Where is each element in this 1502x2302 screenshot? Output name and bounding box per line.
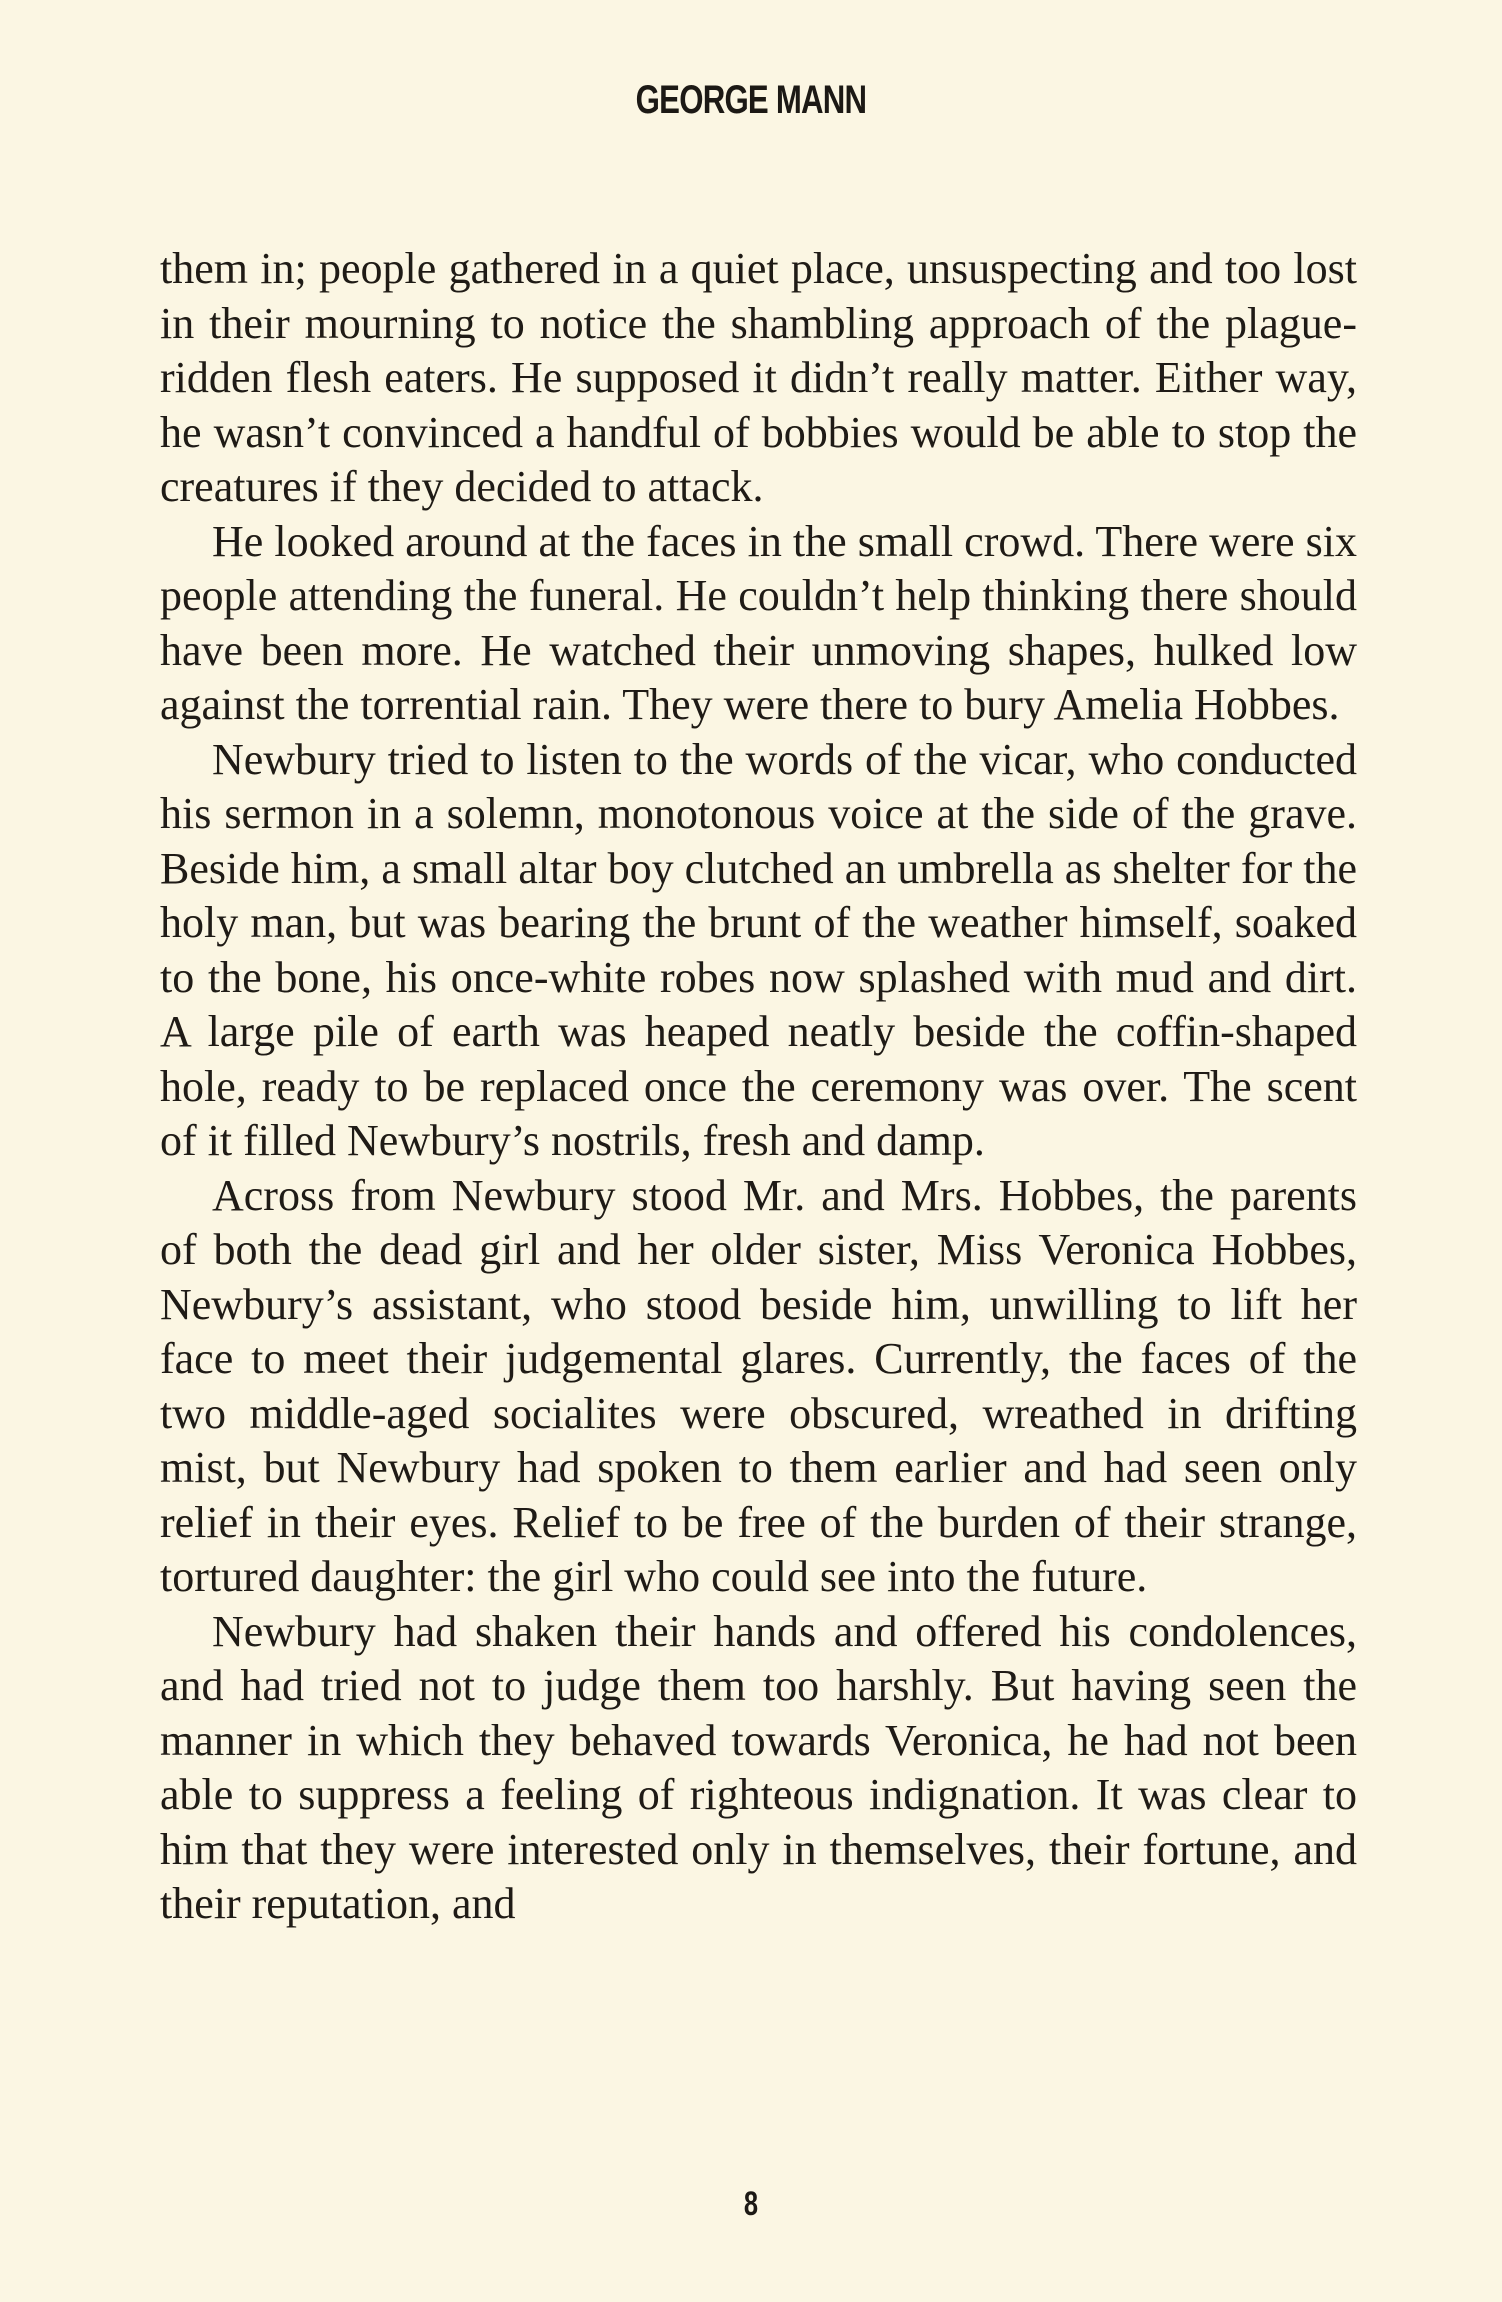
paragraph: them in; people gathered in a quiet place, unsuspecting and too lost in their mourning to notice the shambling approach of the plague-ridden flesh eaters. He supposed it didn’t really matter. Either way, he wasn’t convinced a handful of bobbies would be able to stop the creatures if they decided to attack. — [160, 244, 1357, 511]
paragraph: Across from Newbury stood Mr. and Mrs. Hobbes, the parents of both the dead girl and her older sister, Miss Veronica Hobbes, Newbury’s assistant, who stood beside him, unwilling to lift her face to meet their judgemental glares. Currently, the faces of the two middle-aged socialites were obscured, wreathed in drifting mist, but Newbury had spoken to them earlier and had seen only relief in their eyes. Relief to be free of the burden of their strange, tortured daughter: the girl who could see into the future. — [160, 1170, 1357, 1601]
paragraph: Newbury tried to listen to the words of the vicar, who conducted his sermon in a solemn, monotonous voice at the side of the grave. Beside him, a small altar boy clutched an umbrella as shelter for the holy man, but was bearing the brunt of the weather himself, soaked to the bone, his once-white robes now splashed with mud and dirt. A large pile of earth was heaped neatly beside the coffin-shaped hole, ready to be replaced once the ceremony was over. The scent of it filled Newbury’s nostrils, fresh and damp. — [160, 734, 1357, 1165]
paragraph: Newbury had shaken their hands and offered his condolences, and had tried not to judge them too harshly. But having seen the manner in which they behaved towards Veronica, he had not been able to suppress a feeling of righteous indignation. It was clear to him that they were interested only in themselves, their fortune, and their reputation, and — [160, 1606, 1357, 1928]
paragraph: He looked around at the faces in the small crowd. There were six people attending the funeral. He couldn’t help thinking there should have been more. He watched their unmoving shapes, hulked low against the torrential rain. They were there to bury Amelia Hobbes. — [160, 516, 1357, 729]
body-text — [160, 242, 1357, 1932]
running-head: GEORGE MANN — [635, 78, 867, 122]
page-number: 8 — [743, 2185, 759, 2223]
